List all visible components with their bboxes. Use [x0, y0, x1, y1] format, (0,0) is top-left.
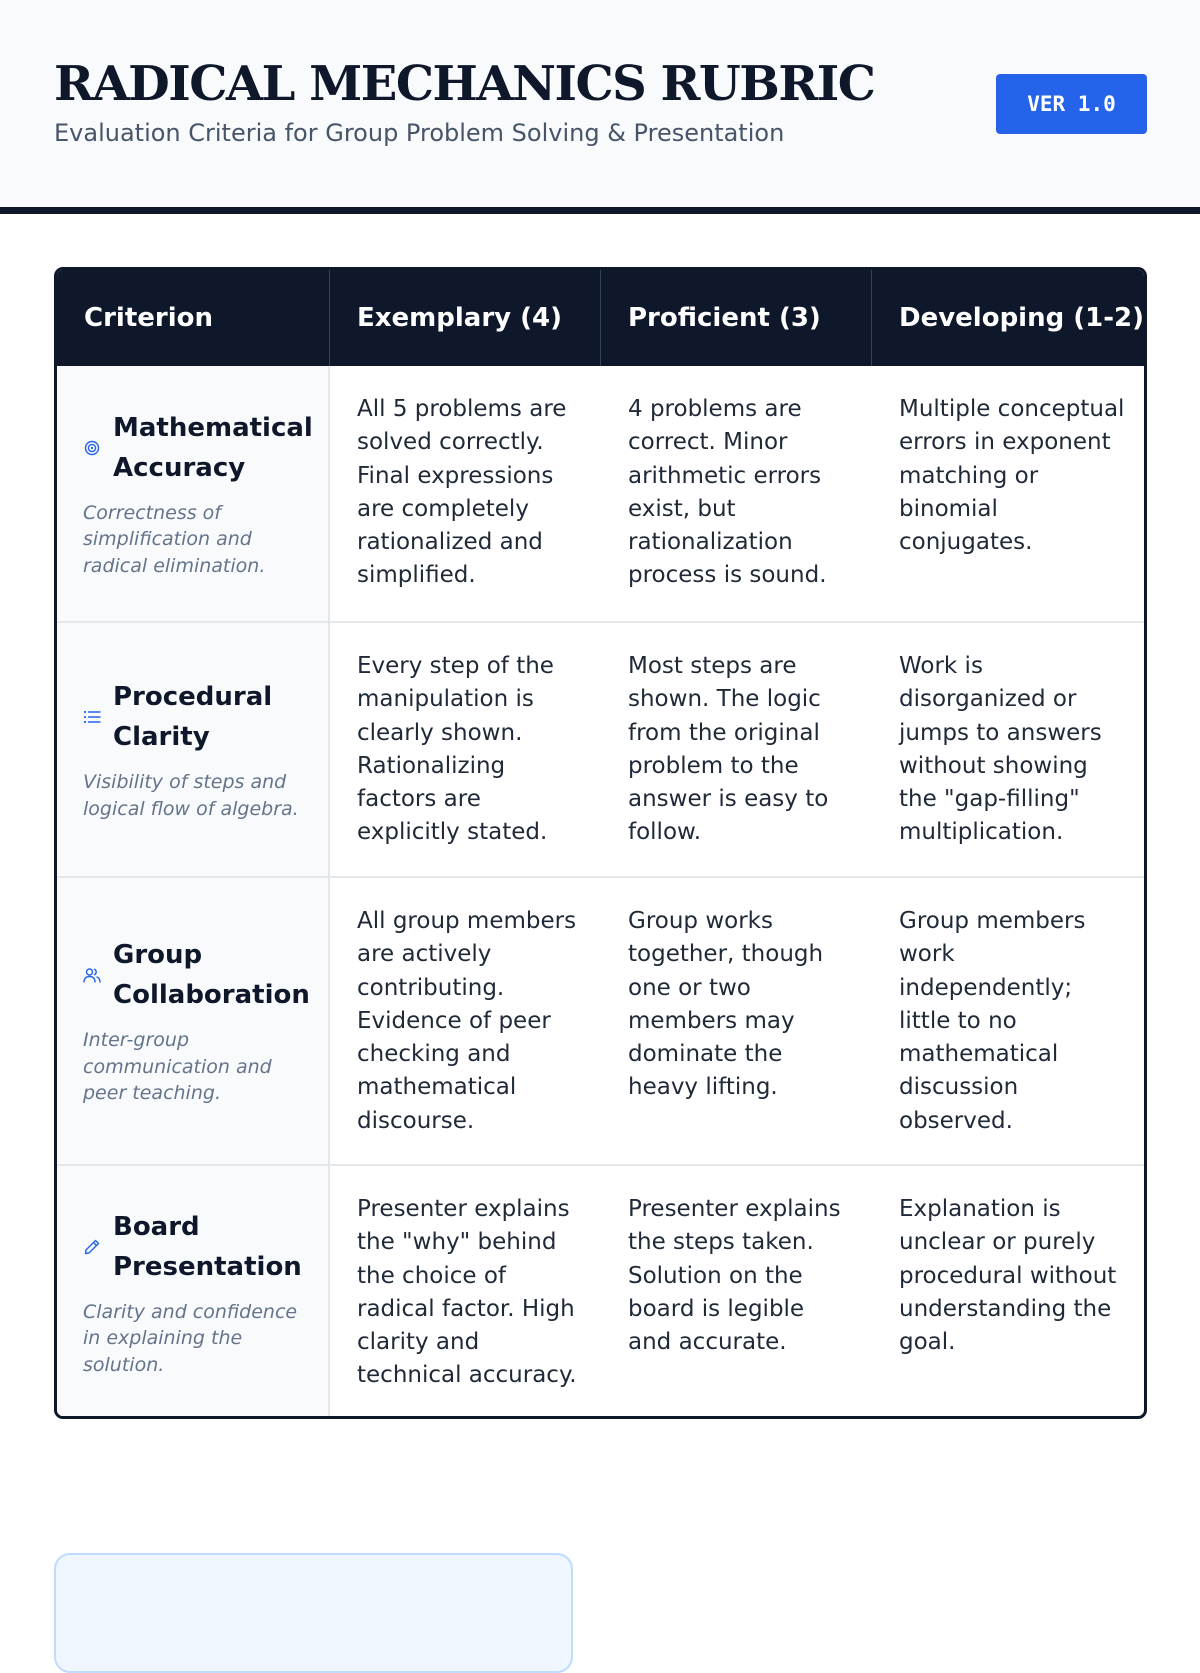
exemplary-cell: Presenter explains the "why" behind the choice of radical factor. High clarity and technical accuracy. [357, 1196, 577, 1389]
column-header-criterion: Criterion [57, 270, 330, 366]
exemplary-cell: All 5 problems are solved correctly. Final expressions are completely rationalized and simplified. [357, 396, 567, 589]
version-badge: VER 1.0 [996, 74, 1147, 134]
target-icon [83, 439, 101, 457]
criterion-title: Board Presentation [113, 1211, 302, 1282]
criterion-title: Group Collaboration [113, 940, 310, 1011]
developing-cell: Multiple conceptual errors in exponent matching or binomial conjugates. [899, 396, 1125, 556]
table-header-row [57, 270, 1144, 366]
developing-cell: Work is disorganized or jumps to answers without showing the "gap-filling" multiplication. [899, 653, 1102, 846]
criterion-title: Mathematical Accuracy [113, 412, 313, 483]
table-row [57, 366, 1144, 621]
table-row [57, 1164, 1144, 1419]
rubric-table [54, 267, 1147, 1419]
proficient-cell: 4 problems are correct. Minor arithmetic errors exist, but rationalization process is sound. [628, 396, 827, 589]
column-header-exemplary: Exemplary (4) [330, 270, 601, 366]
proficient-cell: Group works together, though one or two members may dominate the heavy lifting. [628, 908, 824, 1101]
developing-cell: Group members work independently; little to no mathematical discussion observed. [899, 908, 1086, 1134]
criterion-cell [57, 366, 330, 621]
page-subtitle: Evaluation Criteria for Group Problem Solving & Presentation [54, 119, 785, 147]
info-card [54, 1553, 573, 1673]
table-row [57, 621, 1144, 876]
table-row [57, 876, 1144, 1164]
exemplary-cell: All group members are actively contributing. Evidence of peer checking and mathematical discourse. [357, 908, 577, 1134]
criterion-title: Procedural Clarity [113, 682, 273, 752]
criterion-description: Correctness of simplification and radical elimination. [83, 501, 266, 577]
users-icon [83, 966, 101, 984]
page-title: RADICAL MECHANICS RUBRIC [54, 56, 875, 112]
criterion-cell [57, 1166, 330, 1419]
column-header-developing: Developing (1-2) [899, 303, 1145, 333]
pen-icon [83, 1238, 101, 1256]
criterion-cell [57, 623, 330, 876]
developing-cell: Explanation is unclear or purely procedural without understanding the goal. [899, 1196, 1117, 1356]
criterion-description: Visibility of steps and logical flow of algebra. [83, 771, 299, 820]
proficient-cell: Most steps are shown. The logic from the original problem to the answer is easy to follow. [628, 653, 829, 846]
criterion-description: Clarity and confidence in explaining the solution. [83, 1300, 298, 1376]
exemplary-cell: Every step of the manipulation is clearly shown. Rationalizing factors are explicitly stated. [357, 653, 554, 846]
proficient-cell: Presenter explains the steps taken. Solution on the board is legible and accurate. [628, 1196, 841, 1356]
criterion-cell [57, 878, 330, 1164]
criterion-description: Inter-group communication and peer teaching. [83, 1029, 272, 1105]
page-header [0, 0, 1200, 214]
column-header-proficient: Proficient (3) [601, 270, 872, 366]
list-icon [83, 708, 101, 726]
